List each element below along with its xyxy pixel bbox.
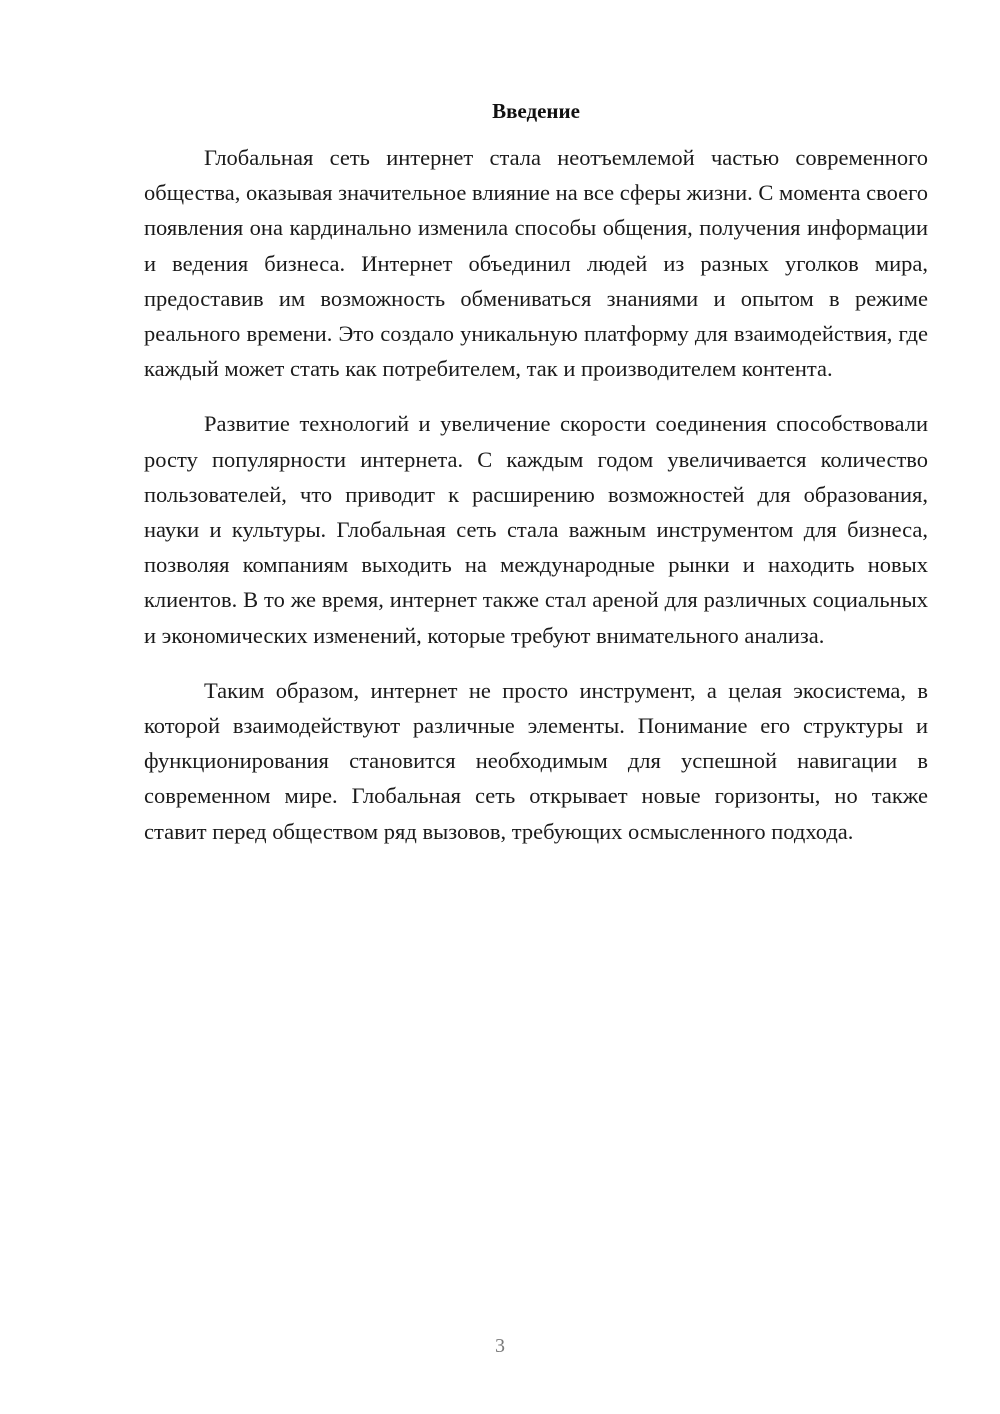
paragraph-3: Таким образом, интернет не просто инструмент, а целая экосистема, в которой взаимодействуют различные элементы. Понимание его структуры и функционирования становится необходимым для успешной навигации в современном мире. Глобальная сеть открывает новые горизонты, но также ставит перед обществом ряд вызовов, требующих осмысленного подхода. xyxy=(144,677,928,844)
paragraph-2: Развитие технологий и увеличение скорости соединения способствовали росту популярности интернета. С каждым годом увеличивается количество пользователей, что приводит к расширению возможностей для образования, науки и культуры. Глобальная сеть стала важным инструментом для бизнеса, позволяя компаниям выходить на международные рынки и находить новых клиентов. В то же время, интернет также стал ареной для различных социальных и экономических изменений, которые требуют внимательного анализа. xyxy=(144,411,928,648)
section-title: Введение xyxy=(492,99,580,123)
paragraph-1: Глобальная сеть интернет стала неотъемлемой частью современного общества, оказывая значительное влияние на все сферы жизни. С момента своего появления она кардинально изменила способы общения, получения информации и ведения бизнеса. Интернет объединил людей из разных уголков мира, предоставив им возможность обмениваться знаниями и опытом в режиме реального времени. Это создало уникальную платформу для взаимодействия, где каждый может стать как потребителем, так и производителем контента. xyxy=(144,145,928,382)
page-content xyxy=(144,96,928,869)
page-number: 3 xyxy=(495,1335,505,1357)
